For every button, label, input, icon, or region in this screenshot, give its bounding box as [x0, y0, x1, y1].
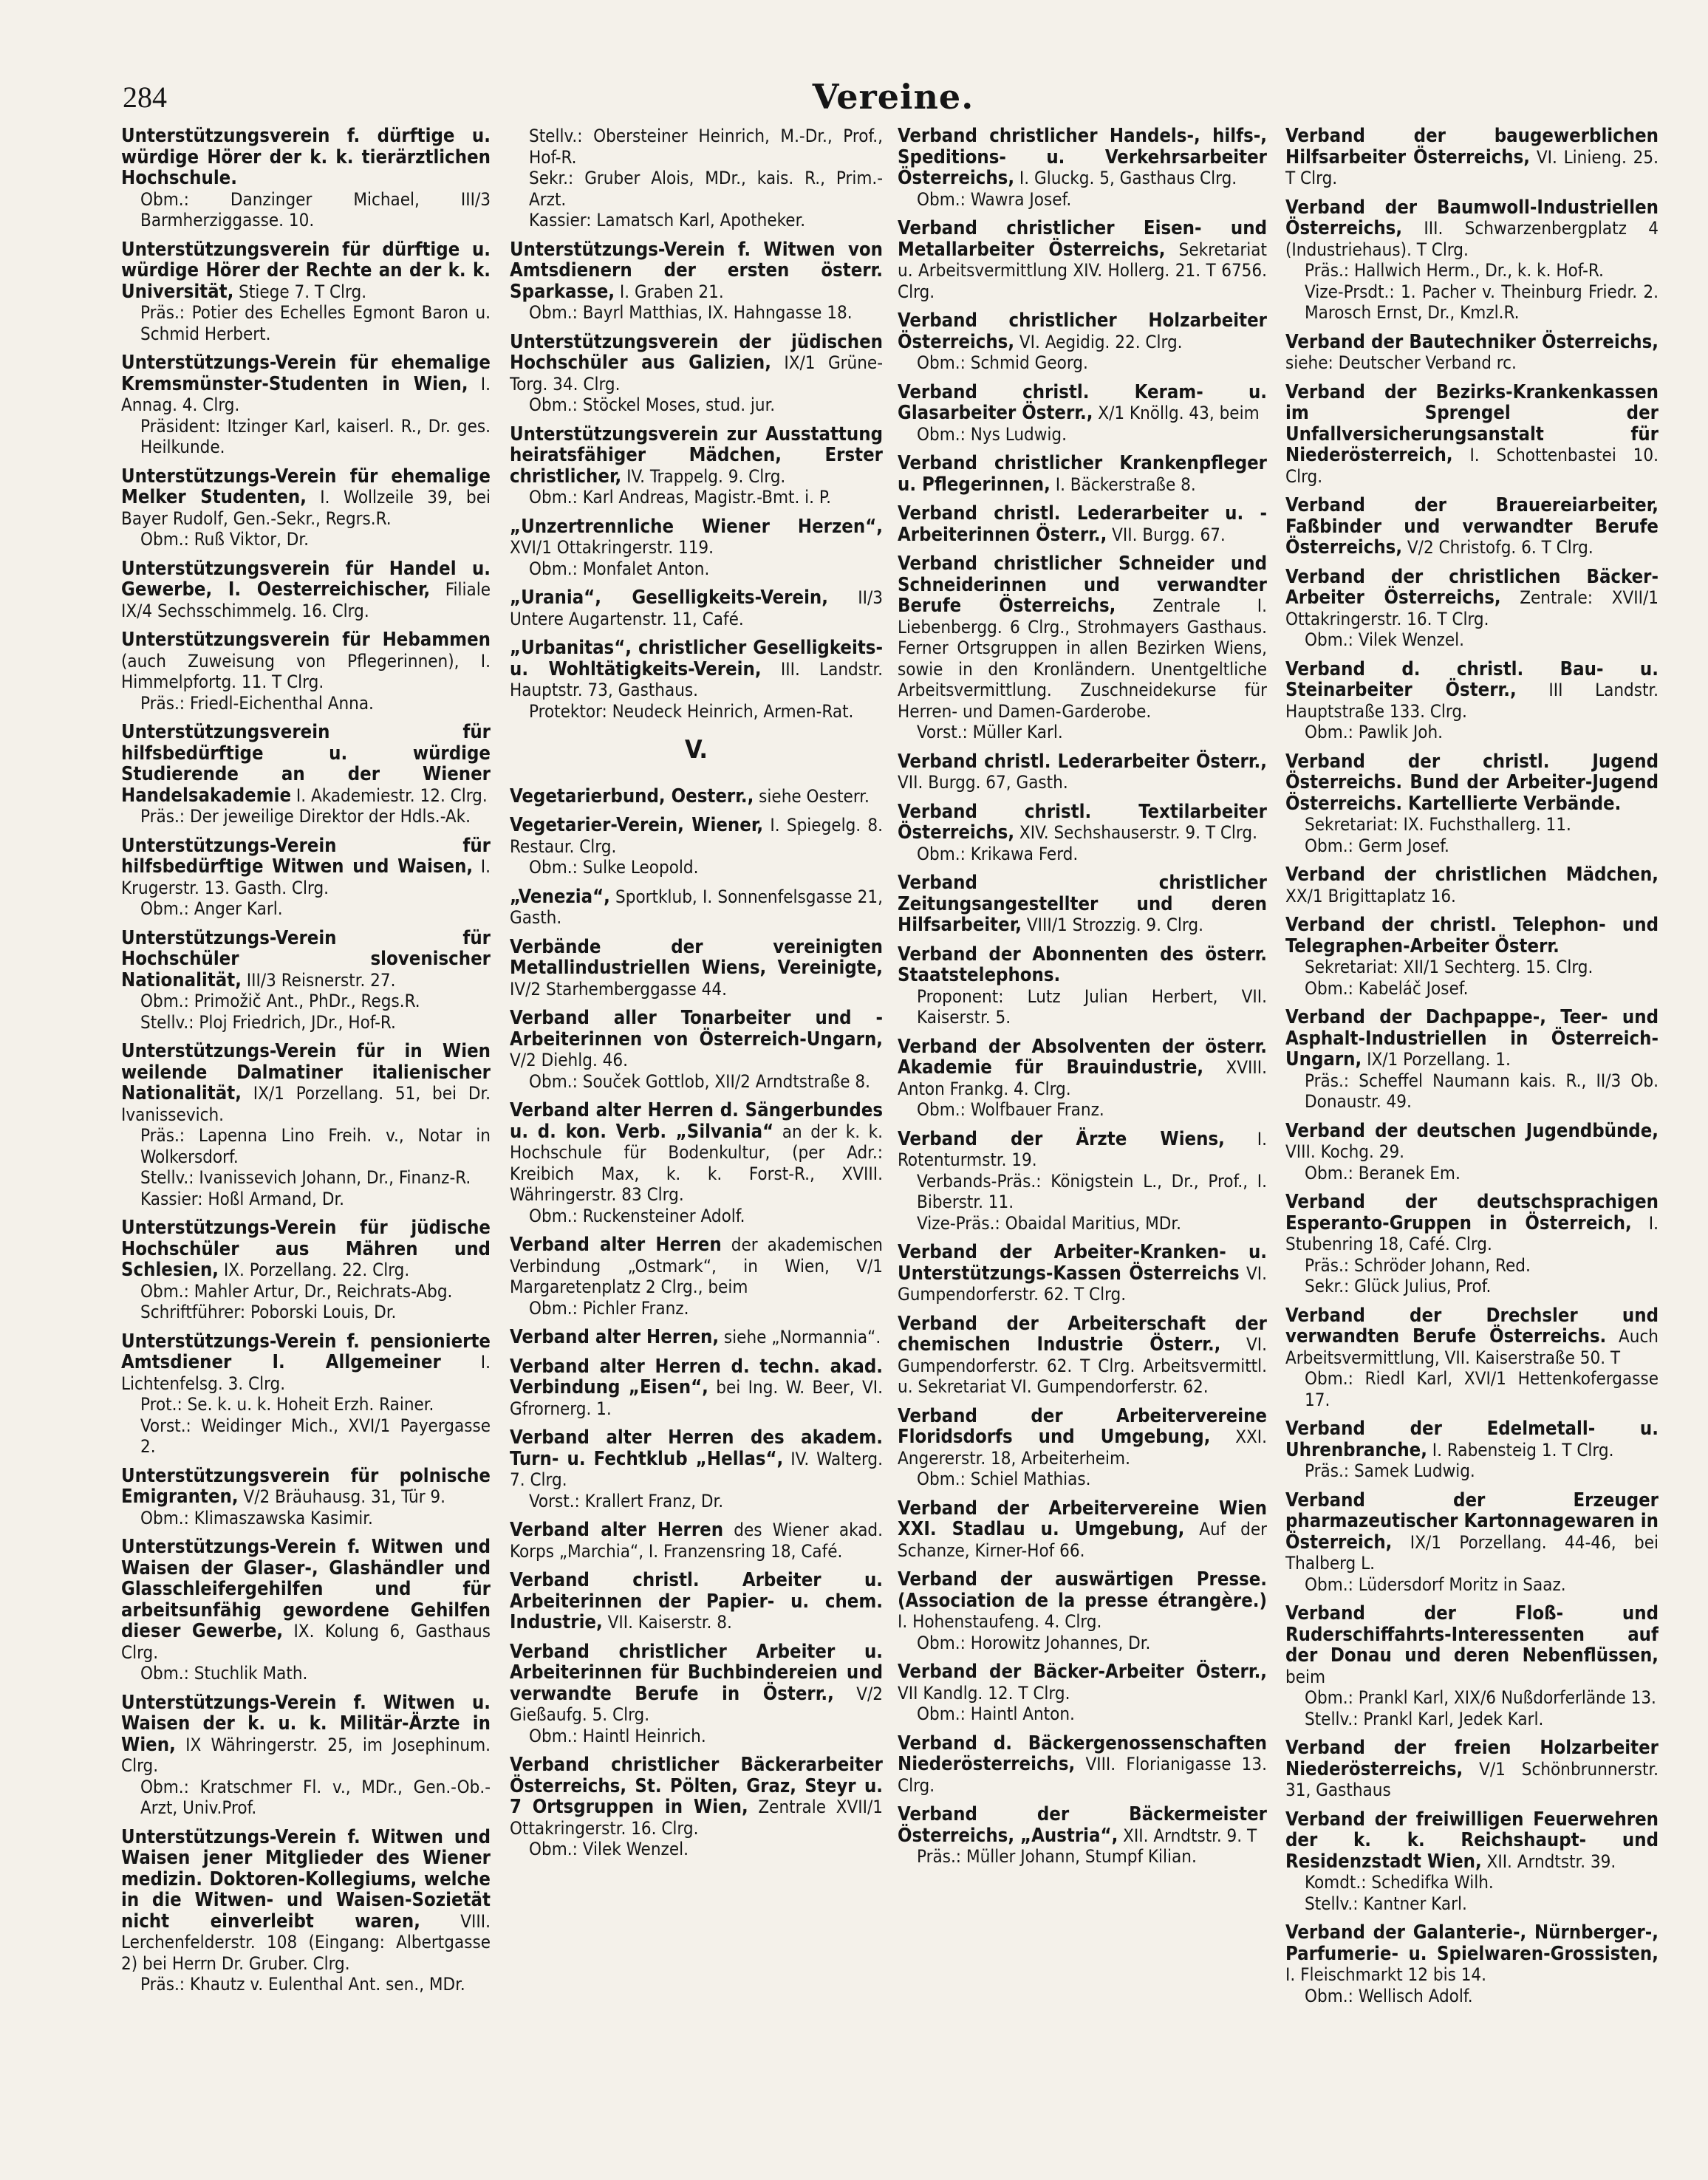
directory-entry — [510, 1327, 883, 1348]
directory-entry — [1285, 915, 1659, 999]
entry-details: Obm.: Sulke Leopold. — [529, 857, 699, 878]
entry-name: Verband der Brauereiarbeiter, Faßbinder und verwandter Berufe Österreichs, — [1285, 494, 1659, 558]
entry-name: Unterstützungsverein für Hebammen — [121, 629, 491, 651]
entry-details: Obm.: Beranek Em. — [1305, 1162, 1461, 1183]
entry-name: Verband der christl. Jugend Österreichs. Bund der Arbeiter-Jugend Österreichs. Kartellierte Verbände. — [1285, 750, 1659, 815]
entry-address: X/1 Knöllg. 43, beim — [1093, 403, 1260, 423]
entry-address: bei Ing. W. Beer, VI. Gfrornerg. 1. — [510, 1377, 883, 1419]
directory-entry — [1285, 567, 1659, 651]
entry-details: Präs.: Müller Johann, Stumpf Kilian. — [917, 1846, 1197, 1867]
entry-address: XXI. Angererstr. 18, Arbeiterheim. — [898, 1426, 1267, 1469]
entry-name: Verband d. christl. Bau- u. Steinarbeiter Österr., — [1285, 657, 1659, 701]
directory-entry — [510, 516, 883, 580]
entry-name: Unterstützungs-Verein f. Witwen u. Waisen der k. u. k. Militär-Ärzte in Wien, — [121, 1691, 491, 1756]
entry-name: Unterstützungsverein für dürftige u. würdige Hörer der Rechte an der k. k. Universität, — [121, 238, 491, 303]
entry-name: Verband der Edelmetall- u. Uhrenbranche, — [1285, 1418, 1659, 1461]
directory-entry — [510, 937, 883, 1000]
entry-address: IX/1 Porzellang. 1. — [1362, 1049, 1511, 1070]
directory-entry — [121, 629, 491, 714]
directory-entry — [121, 239, 491, 345]
entry-name: Verband der Arbeitervereine Floridsdorfs und Umgebung, — [898, 1404, 1267, 1448]
entry-address: IX Währingerstr. 25, im Josephinum. Clrg. — [121, 1734, 491, 1776]
directory-entry — [898, 1036, 1267, 1121]
entry-name: Verband der Absolventen der österr. Akademie für Brauindustrie, — [898, 1035, 1267, 1079]
entry-details: Obm.: Kratschmer Fl. v., MDr., Gen.-Ob.-Arzt, Univ.Prof. — [140, 1776, 491, 1818]
entry-details: Prot.: Se. k. u. k. Hoheit Erzh. Rainer. Vorst.: Weidinger Mich., XVI/1 Payergasse 2. — [140, 1394, 491, 1457]
directory-entry — [1285, 1418, 1659, 1482]
directory-entry — [510, 638, 883, 722]
directory-entry — [1285, 1192, 1659, 1297]
directory-entry — [510, 1520, 883, 1562]
directory-entry — [898, 872, 1267, 936]
entry-address: I. Gluckg. 5, Gasthaus Clrg. — [1014, 168, 1237, 188]
entry-address: VII. Burgg. 67, Gasth. — [898, 772, 1068, 793]
entry-name: Unterstützungsverein der jüdischen Hochschüler aus Galizien, — [510, 330, 883, 374]
directory-entry — [121, 1041, 491, 1209]
page-number: 284 — [123, 81, 167, 114]
entry-address: I. Krugerstr. 13. Gasth. Clrg. — [121, 856, 491, 898]
entry-name: „Urania“, Geselligkeits-Verein, — [510, 587, 828, 609]
entry-details: Protektor: Neudeck Heinrich, Armen-Rat. — [529, 700, 854, 722]
entry-address: (auch Zuweisung von Pflegerinnen), I. Himmelpfortg. 11. T Clrg. — [121, 650, 491, 692]
entry-name: Verband der Abonnenten des österr. Staatstelephons. — [898, 943, 1267, 986]
entry-details: Obm.: Bayrl Matthias, IX. Hahngasse 18. — [529, 302, 853, 323]
entry-address: VIII. Florianigasse 13. Clrg. — [898, 1754, 1267, 1796]
entry-address: IV. Trappelg. 9. Clrg. — [621, 465, 786, 487]
entry-name: Verband christlicher Eisen- und Metallarbeiter Österreichs, — [898, 217, 1267, 261]
entry-name: Unterstützungs-Verein für in Wien weilende Dalmatiner italienischer Nationalität, — [121, 1040, 491, 1104]
entry-details: Sekretariat: IX. Fuchsthallerg. 11. Obm.: Germ Josef. — [1305, 814, 1571, 856]
directory-entry — [898, 1733, 1267, 1797]
entry-name: „Urbanitas“, christlicher Geselligkeits- u. Wohltätigkeits-Verein, — [510, 637, 883, 680]
entry-name: Verband der freiwilligen Feuerwehren der k. k. Reichshaupt- und Residenzstadt Wien, — [1285, 1808, 1659, 1873]
entry-name: Verband der Bautechniker Österreichs, — [1285, 330, 1659, 353]
entry-details: Obm.: Anger Karl. — [140, 898, 283, 919]
entry-address: VIII/1 Strozzig. 9. Clrg. — [1022, 915, 1203, 935]
entry-name: Verband christlicher Arbeiter u. Arbeiterinnen für Buchbindereien und verwandte Berufe in Österr., — [510, 1640, 883, 1705]
entry-address: I. Stubenring 18, Café. Clrg. — [1285, 1212, 1659, 1254]
entry-details: Obm.: Pawlik Joh. — [1305, 722, 1444, 742]
entry-address: I. Spiegelg. 8. Restaur. Clrg. — [510, 815, 883, 857]
entry-details: Obm.: Prankl Karl, XIX/6 Nußdorferlände 13. Stellv.: Prankl Karl, Jedek Karl. — [1305, 1687, 1656, 1729]
entry-name: Verband christlicher Schneider und Schneiderinnen und verwandter Berufe Österreichs, — [898, 553, 1267, 617]
entry-address: siehe: Deutscher Verband rc. — [1285, 352, 1517, 373]
directory-entry — [898, 1569, 1267, 1653]
entry-address: XIV. Sechshauserstr. 9. T Clrg. — [1014, 822, 1257, 843]
entry-address: V/2 Bräuhausg. 31, Tür 9. — [238, 1486, 446, 1507]
entry-address: V/1 Schönbrunnerstr. 31, Gasthaus — [1285, 1758, 1659, 1800]
entry-details: Obm.: Schiel Mathias. — [917, 1469, 1091, 1489]
entry-address: XII. Arndtstr. 9. T — [1118, 1825, 1257, 1846]
entry-name: Verband der Bäcker-Arbeiter Österr., — [898, 1661, 1267, 1683]
entry-address: III/3 Reisnerstr. 27. — [241, 969, 396, 991]
entry-name: Verband alter Herren d. Sängerbundes u. d. kon. Verb. „Silvania“ — [510, 1099, 883, 1143]
entry-name: Verband alter Herren des akadem. Turn- u. Fechtklub „Hellas“, — [510, 1426, 883, 1470]
directory-entry — [898, 218, 1267, 302]
directory-entry — [510, 1641, 883, 1747]
entry-details: Präsident: Itzinger Karl, kaiserl. R., Dr. ges. Heilkunde. — [140, 415, 491, 457]
directory-entry — [121, 466, 491, 550]
entry-name: Unterstützungs-Verein für Hochschüler slovenischer Nationalität, — [121, 926, 491, 991]
directory-entry — [510, 886, 883, 929]
entry-address: IX. Porzellang. 22. Clrg. — [219, 1260, 410, 1280]
entry-details: Proponent: Lutz Julian Herbert, VII. Kaiserstr. 5. — [917, 985, 1267, 1028]
entry-details: Vorst.: Müller Karl. — [917, 722, 1063, 742]
entry-name: Verband der auswärtigen Presse. (Association de la presse étrangère.) — [898, 1568, 1267, 1612]
directory-entry — [510, 1356, 883, 1420]
entry-address: VI. Aegidig. 22. Clrg. — [1014, 331, 1183, 352]
entry-details: Obm.: Ruckensteiner Adolf. — [529, 1205, 745, 1226]
directory-entry — [1285, 1490, 1659, 1596]
entry-address: Stiege 7. T Clrg. — [233, 281, 367, 302]
entry-name: Verband der Baumwoll-Industriellen Österreichs, — [1285, 196, 1659, 239]
entry-name: Verband alter Herren — [510, 1519, 724, 1541]
entry-details: Obm.: Klimaszawska Kasimir. — [140, 1507, 373, 1528]
directory-entry — [121, 1827, 491, 1995]
directory-entry — [121, 722, 491, 827]
entry-address: I. Bäckerstraße 8. — [1050, 474, 1196, 495]
directory-entry — [1285, 1007, 1659, 1113]
entry-details: Präs.: Der jeweilige Direktor der Hdls.-Ak. — [140, 806, 471, 827]
entry-name: Verband der Arbeiterschaft der chemischen Industrie Österr., — [898, 1312, 1267, 1356]
entry-address: I. Wollzeile 39, bei Bayer Rudolf, Gen.-Sekr., Regrs.R. — [121, 487, 491, 529]
entry-details: Obm.: Lüdersdorf Moritz in Saaz. — [1305, 1574, 1566, 1595]
directory-entry — [898, 1129, 1267, 1234]
directory-entry — [1285, 659, 1659, 743]
entry-name: Verband der Floß- und Ruderschiffahrts-Interessenten auf der Donau und deren Nebenflüssen, — [1285, 1602, 1659, 1667]
entry-name: Verband der christlichen Bäcker-Arbeiter Österreichs, — [1285, 565, 1659, 609]
entry-details: Obm.: Nys Ludwig. — [917, 423, 1067, 445]
directory-entry — [510, 1008, 883, 1092]
entry-details: Präs.: Friedl-Eichenthal Anna. — [140, 692, 374, 714]
entry-address: I. Schottenbastei 10. Clrg. — [1285, 445, 1659, 487]
directory-entry — [1285, 1737, 1659, 1801]
entry-details: Obm.: Danzinger Michael, III/3 Barmherziggasse. 10. — [140, 188, 491, 230]
entry-details: Obm.: Wellisch Adolf. — [1305, 1985, 1473, 2006]
entry-address: IX. Kolung 6, Gasthaus Clrg. — [121, 1621, 491, 1663]
entry-address: Filiale IX/4 Sechsschimmelg. 16. Clrg. — [121, 579, 491, 621]
entry-details: Obm.: Primožič Ant., PhDr., Regs.R. Stellv.: Ploj Friedrich, JDr., Hof-R. — [140, 991, 420, 1033]
directory-entry — [898, 1313, 1267, 1398]
entry-address: I. Rotenturmstr. 19. — [898, 1128, 1267, 1170]
entry-address: V/2 Gießaufg. 5. Clrg. — [510, 1683, 883, 1725]
entry-details: Präs.: Schröder Johann, Red. Sekr.: Glück Julius, Prof. — [1305, 1254, 1531, 1296]
directory-entry — [898, 453, 1267, 495]
directory-entry — [1285, 495, 1659, 558]
entry-details: Obm.: Schmid Georg. — [917, 352, 1088, 373]
directory-entry — [898, 1661, 1267, 1725]
entry-name: Vegetarierbund, Oesterr., — [510, 785, 754, 807]
entry-address: VI. Gumpendorferstr. 62. T Clrg. — [898, 1262, 1267, 1305]
directory-entry — [121, 558, 491, 622]
directory-entry — [510, 1427, 883, 1511]
directory-entry — [510, 239, 883, 324]
entry-address: Auf der Schanze, Kirner-Hof 66. — [898, 1519, 1267, 1561]
entry-address: IV. Walterg. 7. Clrg. — [510, 1448, 883, 1490]
entry-name: Verband der christlichen Mädchen, — [1285, 864, 1659, 886]
entry-name: Verband christlicher Zeitungsangestellter und deren Hilfsarbeiter, — [898, 872, 1267, 936]
entry-name: Unterstützungs-Verein f. Witwen und Waisen der Glaser-, Glashändler und Glasschleifergehilfen und für arbeitsunfähig gewordene Gehilfen dieser Gewerbe, — [121, 1536, 491, 1642]
entry-details: Obm.: Haintl Anton. — [917, 1704, 1075, 1724]
entry-address: XII. Arndtstr. 39. — [1481, 1851, 1616, 1872]
entry-details: Obm.: Pichler Franz. — [529, 1297, 689, 1319]
entry-name: Verbände der vereinigten Metallindustriellen Wiens, Vereinigte, — [510, 935, 883, 979]
entry-address: siehe „Normannia“. — [719, 1327, 881, 1347]
entry-details: Obm.: Karl Andreas, Magistr.-Bmt. i. P. — [529, 487, 832, 508]
entry-name: Verband der Arbeiter-Kranken- u. Unterstützungs-Kassen Österreichs — [898, 1241, 1267, 1285]
directory-entry — [121, 126, 491, 231]
directory-entry — [898, 802, 1267, 865]
page-header — [123, 77, 1664, 118]
entry-details: Obm.: Mahler Artur, Dr., Reichrats-Abg. Schriftführer: Poborski Louis, Dr. — [140, 1280, 453, 1322]
entry-address: siehe Oesterr. — [754, 785, 870, 807]
directory-entry — [898, 751, 1267, 793]
directory-entry — [898, 382, 1267, 445]
entry-name: Verband christlicher Handels-, hilfs-, Speditions- u. Verkehrsarbeiter Österreichs, — [898, 126, 1267, 189]
directory-entry — [898, 503, 1267, 545]
entry-name: Verband christl. Lederarbeiter Österr., — [898, 750, 1267, 773]
directory-entry — [510, 126, 883, 231]
entry-address: Sportklub, I. Sonnenfelsgasse 21, Gasth. — [510, 886, 883, 928]
column-1 — [121, 126, 491, 2173]
directory-entry — [510, 332, 883, 416]
entry-name: Unterstützungs-Verein für jüdische Hochschüler aus Mähren und Schlesien, — [121, 1217, 491, 1281]
directory-entry — [1285, 1922, 1659, 2006]
entry-details: Obm.: Krikawa Ferd. — [917, 843, 1079, 864]
entry-name: Unterstützungs-Verein f. Witwen von Amtsdienern der ersten österr. Sparkasse, — [510, 238, 883, 303]
directory-entry — [510, 1234, 883, 1319]
directory-entry — [898, 310, 1267, 374]
directory-entry — [1285, 382, 1659, 488]
entry-name: „Unzertrennliche Wiener Herzen“, — [510, 515, 883, 538]
entry-address: V/2 Christofg. 6. T Clrg. — [1402, 537, 1593, 558]
entry-address: VI. Linieng. 25. T Clrg. — [1285, 146, 1659, 188]
entry-address: IV/2 Starhemberggasse 44. — [510, 978, 727, 1000]
entry-address: an der k. k. Hochschule für Bodenkultur, (per Adr.: Kreibich Max, k. k. Forst-R., XVIII. Währingerstr. 83 Clrg. — [510, 1121, 883, 1205]
entry-address: IX/1 Porzellang. 51, bei Dr. Ivanissevich. — [121, 1083, 491, 1125]
column-4 — [1285, 126, 1659, 2173]
entry-address: des Wiener akad. Korps „Marchia“, I. Franzensring 18, Café. — [510, 1520, 883, 1562]
entry-name: Verband alter Herren, — [510, 1326, 720, 1348]
section-heading: V. — [685, 735, 708, 765]
directory-entry — [121, 352, 491, 458]
entry-address: I. Lichtenfelsg. 3. Clrg. — [121, 1352, 491, 1394]
entry-details: Obm.: Souček Gottlob, XII/2 Arndtstraße 8. — [529, 1070, 870, 1092]
entry-name: Unterstützungsverein für Handel u. Gewerbe, I. Oesterreichischer, — [121, 557, 491, 601]
directory-entry — [898, 944, 1267, 1028]
entry-address: Zentrale: XVII/1 Ottakringerstr. 16. T Clrg. — [1285, 587, 1659, 629]
entry-name: Verband der Arbeitervereine Wien XXI. Stadlau u. Umgebung, — [898, 1497, 1267, 1540]
entry-address: Zentrale I. Liebenbergg. 6 Clrg., Strohmayers Gasthaus. Ferner Ortsgruppen in allen Bezirken Wiens, sowie in den Kronländern. Unentgeltliche Arbeitsvermittlung. Zuschneidekurse für Herren- und Damen-Garderobe. — [898, 595, 1267, 722]
entry-name: „Venezia“, — [510, 885, 610, 908]
directory-entry — [121, 836, 491, 920]
entry-details: Verbands-Präs.: Königstein L., Dr., Prof., I. Biberstr. 11. Vize-Präs.: Obaidal Maritius, MDr. — [917, 1170, 1267, 1234]
entry-name: Verband der freien Holzarbeiter Niederösterreichs, — [1285, 1737, 1659, 1780]
entry-name: Verband der Ärzte Wiens, — [898, 1127, 1225, 1150]
directory-entry — [1285, 332, 1659, 374]
entry-name: Verband der Bezirks-Krankenkassen im Sprengel der Unfallversicherungsanstalt für Niederösterreich, — [1285, 380, 1659, 466]
entry-address: beim — [1285, 1666, 1326, 1687]
entry-details: Obm.: Stuchlik Math. — [140, 1663, 308, 1684]
entry-address: der akademischen Verbindung „Ostmark“, in Wien, V/1 Margaretenplatz 2 Clrg., beim — [510, 1234, 883, 1297]
entry-details: Stellv.: Obersteiner Heinrich, M.-Dr., Prof., Hof-R. Sekr.: Gruber Alois, MDr., kais. R., Prim.-Arzt. Kassier: Lamatsch Karl, Apotheker. — [529, 126, 883, 230]
entry-details: Präs.: Scheffel Naumann kais. R., II/3 Ob. Donaustr. 49. — [1305, 1070, 1659, 1112]
entry-details: Präs.: Lapenna Lino Freih. v., Notar in Wolkersdorf. Stellv.: Ivanissevich Johann, Dr., Finanz-R. Kassier: Hoßl Armand, Dr. — [140, 1125, 491, 1209]
page-title: Vereine. — [812, 77, 974, 117]
entry-name: Unterstützungs-Verein f. Witwen und Waisen jener Mitglieder des Wiener medizin. Doktoren-Kollegiums, welche in die Witwen- und Waisen-Sozietät nicht einverleibt waren, — [121, 1825, 491, 1933]
directory-entry — [898, 1804, 1267, 1868]
directory-entry — [510, 587, 883, 629]
entry-address: II/3 Untere Augartenstr. 11, Café. — [510, 587, 883, 629]
entry-address: XVIII. Anton Frankg. 4. Clrg. — [898, 1057, 1267, 1099]
entry-details: Vorst.: Krallert Franz, Dr. — [529, 1490, 724, 1511]
entry-name: Verband alter Herren — [510, 1234, 722, 1256]
directory-entry — [1285, 126, 1659, 189]
entry-address: III Landstr. Hauptstraße 133. Clrg. — [1285, 680, 1659, 722]
entry-name: Verband der baugewerblichen Hilfsarbeiter Österreichs, — [1285, 126, 1659, 168]
entry-address: Sekretariat u. Arbeitsvermittlung XIV. Hollerg. 21. T 6756. Clrg. — [898, 239, 1267, 302]
entry-name: Unterstützungsverein für hilfsbedürftige u. würdige Studierende an der Wiener Handelsakademie — [121, 721, 491, 807]
directory-entry — [121, 1331, 491, 1458]
column-3 — [898, 126, 1267, 2173]
entry-details: Präs.: Potier des Echelles Egmont Baron u. Schmid Herbert. — [140, 302, 491, 344]
entry-details: Obm.: Haintl Heinrich. — [529, 1725, 706, 1746]
entry-name: Verband aller Tonarbeiter und -Arbeiterinnen von Österreich-Ungarn, — [510, 1007, 883, 1050]
entry-name: Unterstützungsverein für polnische Emigranten, — [121, 1464, 491, 1508]
directory-entry — [510, 424, 883, 508]
entry-details: Präs.: Samek Ludwig. — [1305, 1460, 1475, 1481]
entry-name: Verband christlicher Krankenpfleger u. Pflegerinnen, — [898, 452, 1267, 496]
entry-name: Unterstützungs-Verein für hilfsbedürftige Witwen und Waisen, — [121, 834, 491, 878]
entry-details: Obm.: Vilek Wenzel. — [1305, 629, 1465, 650]
entry-name: Verband christl. Keram- u. Glasarbeiter Österr., — [898, 380, 1267, 424]
entry-name: Unterstützungs-Verein für ehemalige Kremsmünster-Studenten in Wien, — [121, 352, 491, 395]
entry-name: Unterstützungsverein zur Ausstattung heiratsfähiger Mädchen, Erster christlicher, — [510, 423, 883, 488]
entry-name: Verband der deutschen Jugendbünde, — [1285, 1119, 1659, 1142]
directory-entry — [898, 1406, 1267, 1490]
directory-entry — [898, 1498, 1267, 1562]
entry-address: XVI/1 Ottakringerstr. 119. — [510, 537, 714, 558]
entry-address: VII. Burgg. 67. — [1107, 524, 1226, 545]
entry-address: XX/1 Brigittaplatz 16. — [1285, 885, 1456, 906]
entry-details: Obm.: Riedl Karl, XVI/1 Hettenkofergasse 17. — [1305, 1368, 1659, 1410]
entry-address: VII. Kaiserstr. 8. — [602, 1612, 732, 1633]
entry-address: I. Annag. 4. Clrg. — [121, 373, 491, 415]
entry-name: Verband alter Herren d. techn. akad. Verbindung „Eisen“, — [510, 1355, 883, 1398]
directory-entry — [121, 1217, 491, 1323]
directory-entry — [1285, 864, 1659, 906]
entry-name: Verband der Galanterie-, Nürnberger-, Parfumerie- u. Spielwaren-Grossisten, — [1285, 1921, 1659, 1965]
entry-address: Zentrale XVII/1 Ottakringerstr. 16. Clrg. — [510, 1797, 883, 1839]
entry-name: Verband der Erzeuger pharmazeutischer Kartonnagewaren in Österreich, — [1285, 1489, 1659, 1554]
entry-details: Obm.: Ruß Viktor, Dr. — [140, 529, 309, 550]
entry-name: Vegetarier-Verein, Wiener, — [510, 814, 764, 836]
entry-details: Präs.: Khautz v. Eulenthal Ant. sen., MDr. — [140, 1974, 465, 1995]
directory-entry — [1285, 1603, 1659, 1729]
entry-address: IX/1 Porzellang. 44-46, bei Thalberg L. — [1285, 1531, 1659, 1574]
entry-address: VIII. Lerchenfelderstr. 108 (Eingang: Albertgasse 2) bei Herrn Dr. Gruber. Clrg. — [121, 1910, 491, 1974]
directory-entry — [510, 1100, 883, 1226]
entry-name: Verband der Bäckermeister Österreichs, „Austria“, — [898, 1803, 1267, 1847]
entry-address: I. Akademiestr. 12. Clrg. — [291, 785, 488, 806]
entry-address: I. Rabensteig 1. T Clrg. — [1427, 1439, 1614, 1460]
entry-address: III. Schwarzenbergplatz 4 (Industriehaus). T Clrg. — [1285, 218, 1659, 260]
column-2 — [510, 126, 883, 2173]
entry-address: IX/1 Grüne-Torg. 34. Clrg. — [510, 352, 883, 394]
directory-entry — [1285, 1121, 1659, 1184]
entry-address: I. Graben 21. — [615, 281, 724, 302]
entry-details: Komdt.: Schedifka Wilh. Stellv.: Kantner Karl. — [1305, 1872, 1494, 1914]
entry-details: Sekretariat: XII/1 Sechterg. 15. Clrg. Obm.: Kabeláč Josef. — [1305, 957, 1593, 999]
entry-name: Unterstützungsverein f. dürftige u. würdige Hörer der k. k. tierärztlichen Hochschule. — [121, 126, 491, 189]
directory-entry — [510, 1754, 883, 1860]
entry-name: Verband christl. Lederarbeiter u. -Arbeiterinnen Österr., — [898, 502, 1267, 546]
entry-name: Verband christl. Arbeiter u. Arbeiterinnen der Papier- u. chem. Industrie, — [510, 1569, 883, 1633]
entry-name: Unterstützungs-Verein für ehemalige Melker Studenten, — [121, 465, 491, 508]
directory-entry — [121, 1466, 491, 1529]
entry-name: Verband christl. Textilarbeiter Österreichs, — [898, 800, 1267, 844]
entry-address: I. Fleischmarkt 12 bis 14. — [1285, 1964, 1487, 1985]
directory-entry — [1285, 197, 1659, 324]
entry-details: Obm.: Horowitz Johannes, Dr. — [917, 1632, 1151, 1653]
directory-entry — [121, 1537, 491, 1684]
entry-details: Obm.: Monfalet Anton. — [529, 558, 710, 579]
directory-entry — [510, 1570, 883, 1633]
entry-address: Auch Arbeitsvermittlung, VII. Kaiserstraße 50. T — [1285, 1326, 1659, 1368]
entry-details: Präs.: Hallwich Herm., Dr., k. k. Hof-R. Vize-Prsdt.: 1. Pacher v. Theinburg Friedr. 2. Marosch Ernst, Dr., Kmzl.R. — [1305, 260, 1659, 323]
entry-address: VI. Gumpendorferstr. 62. T Clrg. Arbeitsvermittl. u. Sekretariat VI. Gumpendorferstr. 62. — [898, 1334, 1267, 1397]
entry-address: III. Landstr. Hauptstr. 73, Gasthaus. — [510, 658, 883, 700]
entry-name: Verband christlicher Bäckerarbeiter Österreichs, St. Pölten, Graz, Steyr u. 7 Ortsgruppen in Wien, — [510, 1754, 883, 1818]
entry-name: Verband d. Bäckergenossenschaften Niederösterreichs, — [898, 1732, 1267, 1775]
entry-address: I. Hohenstaufeng. 4. Clrg. — [898, 1611, 1102, 1632]
entry-details: Obm.: Stöckel Moses, stud. jur. — [529, 394, 776, 415]
entry-name: Verband der deutschsprachigen Esperanto-Gruppen in Österreich, — [1285, 1191, 1659, 1234]
entry-name: Unterstützungs-Verein f. pensionierte Amtsdiener I. Allgemeiner — [121, 1330, 491, 1373]
entry-address: VII Kandlg. 12. T Clrg. — [898, 1682, 1070, 1704]
directory-entry — [121, 928, 491, 1033]
entry-name: Verband der Dachpappe-, Teer- und Asphalt-Industriellen in Österreich-Ungarn, — [1285, 1006, 1659, 1070]
directory-entry — [898, 553, 1267, 743]
directory-entry — [898, 1242, 1267, 1305]
entry-name: Verband christlicher Holzarbeiter Österreichs, — [898, 310, 1267, 353]
entry-details: Obm.: Wawra Josef. — [917, 188, 1072, 210]
directory-entry — [510, 815, 883, 878]
entry-details: Obm.: Vilek Wenzel. — [529, 1839, 689, 1859]
entry-name: Verband der christl. Telephon- und Telegraphen-Arbeiter Österr. — [1285, 914, 1659, 957]
directory-entry — [510, 786, 883, 807]
directory-entry — [1285, 1809, 1659, 1915]
directory-entry — [121, 1692, 491, 1819]
directory-entry — [1285, 751, 1659, 857]
entry-name: Verband der Drechsler und verwandten Berufe Österreichs. — [1285, 1304, 1659, 1347]
directory-entry — [898, 126, 1267, 210]
entry-address: V/2 Diehlg. 46. — [510, 1050, 628, 1070]
entry-address: VIII. Kochg. 29. — [1285, 1141, 1405, 1162]
entry-details: Obm.: Wolfbauer Franz. — [917, 1099, 1104, 1120]
directory-entry — [1285, 1305, 1659, 1411]
